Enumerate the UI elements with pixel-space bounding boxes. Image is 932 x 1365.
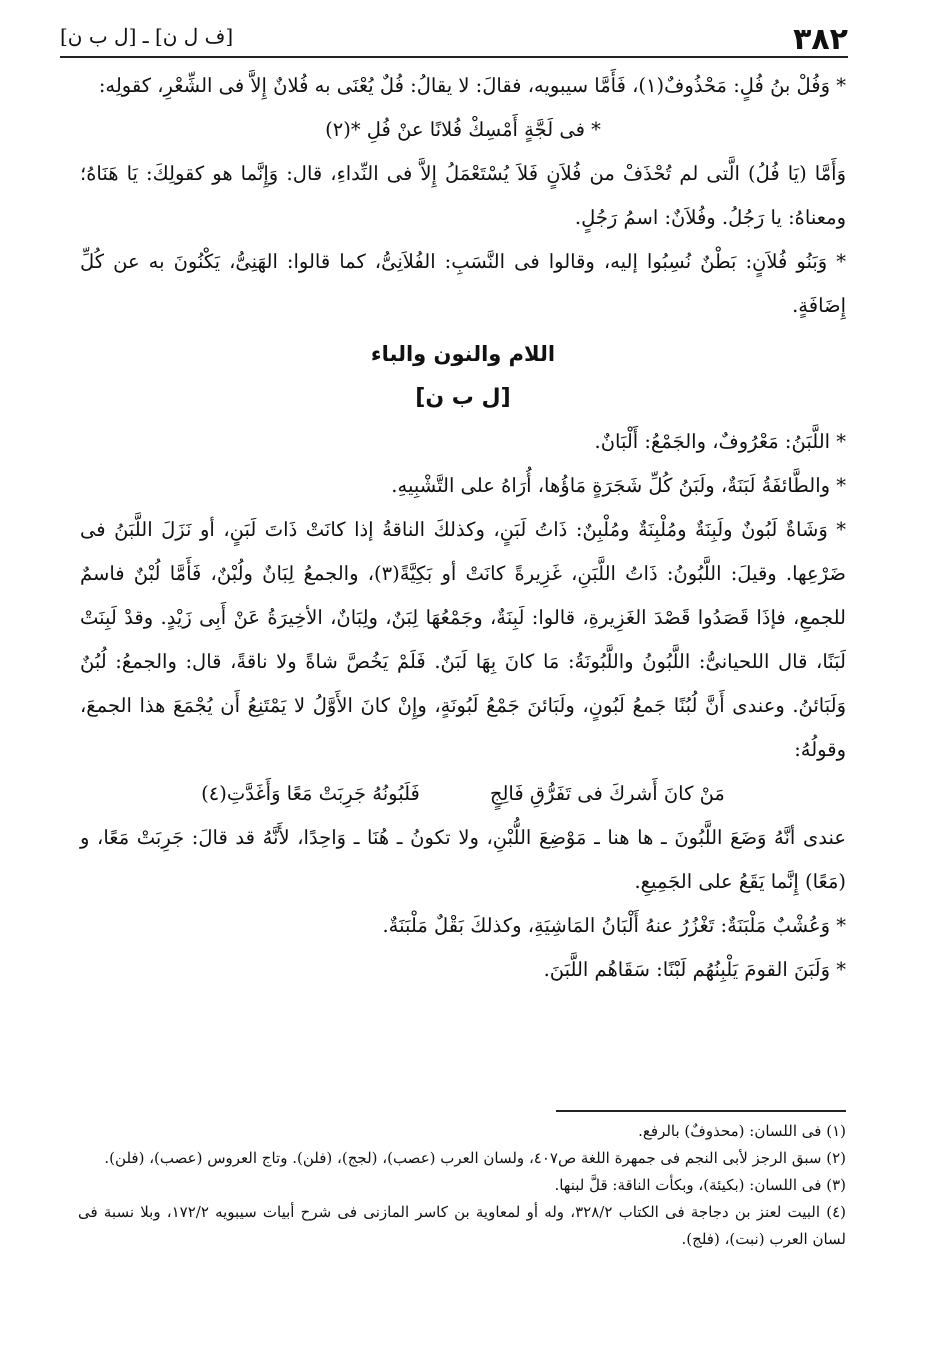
poetry-couplet — [80, 772, 846, 816]
paragraph: * اللَّبَنُ: مَعْرُوفٌ، والجَمْعُ: أَلْبَانٌ. — [594, 430, 846, 453]
verse-line: * فى لَجَّةٍ أَمْسِكْ فُلانًا عنْ فُلِ *(٢) — [325, 118, 601, 141]
footnotes — [78, 1118, 846, 1253]
paragraph: * وَبَنُو فُلاَنٍ: بَطْنٌ نُسِبُوا إليه، وقالوا فى النَّسَبِ: الفُلاَنِىُّ، كما قالوا: الهَنِىُّ، يَكْنُونَ به عن كُلِّ إِضَافَةٍ. — [80, 250, 846, 317]
footnote-1: (١) فى اللسان: (محذوفٌ) بالرفع. — [638, 1122, 846, 1140]
root-heading: [ل ب ن] — [415, 385, 511, 410]
paragraph: * وَفُلْ بنُ فُلٍ: مَحْذُوفٌ(١)، فَأَمَّا سيبويه، فقالَ: لا يقالُ: فُلٌ يُعْنَى به فُلانٌ إِلاَّ فى الشِّعْرِ، كقولِه: — [98, 74, 846, 97]
paragraph: عندى أنَّهُ وَضَعَ اللَّبُونَ ـ ها هنا ـ مَوْضِعَ اللُّبْنِ، ولا تكونُ ـ هُنَا ـ وَاحِدًا، لأَنَّهُ قد قالَ: جَرِبَتْ مَعًا، و (مَعًا) إِنَّما يَقَعُ على الجَمِيعِ. — [80, 826, 846, 893]
footnote-2: (٢) سبق الرجز لأبى النجم فى جمهرة اللغة ص٤٠٧، ولسان العرب (عصب)، (لجج)، (فلن). وتاج العروس (عصب)، (فلن). — [104, 1149, 846, 1167]
section-title: اللام والنون والباء — [370, 342, 556, 366]
footnote-divider — [556, 1110, 846, 1112]
footnote-3: (٣) فى اللسان: (بكيئة)، وبكأت الناقة: قلَّ لبنها. — [554, 1176, 846, 1194]
page-header — [60, 18, 848, 58]
page-number: ٣٨٢ — [793, 22, 848, 57]
footnote-4: (٤) البيت لعنز بن دجاجة فى الكتاب ٣٢٨/٢، وله أو لمعاوية بن كاسر المازنى فى شرح أبيات سيبويه ١٧٢/٢، وبلا نسبة فى لسان العرب (نبت)، (فلج). — [78, 1203, 847, 1248]
running-head: [ف ل ن] ـ [ل ب ن] — [60, 24, 234, 48]
paragraph: * وَعُشْبٌ مَلْبَنَةٌ: تَغْزُرُ عنهُ أَلْبَانُ المَاشِيَةِ، وكذلكَ بَقْلٌ مَلْبَنَةٌ. — [382, 914, 846, 937]
paragraph: * وَلَبَنَ القومَ يَلْبِنُهُم لَبْنًا: سَقَاهُم اللَّبَنَ. — [543, 958, 846, 981]
paragraph: * والطَّائفَةُ لَبَنَةٌ، ولَبَنُ كُلِّ شَجَرَةٍ مَاؤُها، أُرَاهُ على التَّشْبِيهِ. — [391, 474, 846, 497]
paragraph: وَأَمَّا (يَا فُلُ) الَّتى لم تُحْذَفْ من فُلاَنٍ فَلاَ يُسْتَعْمَلُ إِلاَّ فى النِّداءِ، قال: وَإِنَّما هو كقولِكَ: يَا هَنَاهُ؛ ومعناهُ: يا رَجُلُ. وفُلاَنٌ: اسمُ رَجُلٍ. — [80, 162, 846, 229]
paragraph: * وَشَاةٌ لَبُونٌ ولَبِنَةٌ ومُلْبِنَةٌ ومُلْبِنٌ: ذَاتُ لَبَنٍ، وكذلكَ الناقةُ إذا كانَتْ ذَاتَ لَبَنٍ، أو نَزَلَ اللَّبَنُ فى ضَرْعِها. وقيلَ: اللَّبُونُ: ذَاتُ اللَّبَنِ، غَزِيرةً كانَتْ أو بَكِيَّةً(٣)، والجمعُ لِبَانٌ ولُبْنٌ، فَأَمَّا لُبْنٌ فاسمٌ للجمعِ، فإذَا قَصَدُوا قَصْدَ الغَزِيرةِ، قالوا: لَبِنَةٌ، وجَمْعُهَا لِبَنٌ، ولِبَانٌ، الأخِيرَةُ عَنْ أَبِى زَيْدٍ. وقدْ لَبِنَتْ لَبَنًا، قال اللحيانىُّ: اللَّبُونُ واللَّبُونَةُ: مَا كانَ بِهَا لَبَنٌ. فَلَمْ يَخُصَّ شاةً ولا ناقةً، قال: والجمعُ: لُبُنٌ وَلَبَائنُ. وعندى أَنَّ لُبُنًا جَمعُ لَبُونٍ، ولَبَائنَ جَمْعُ لَبُونَةٍ، وإِنْ كانَ الأَوَّلُ لا يَمْتَنِعُ أَن يُجْمَعَ هذا الجمعَ، وقولُهُ: — [80, 518, 846, 761]
couplet-first-hemistich: مَنْ كانَ أَشركَ فى تَفَرُّقِ فَالِجٍ — [489, 782, 725, 805]
couplet-second-hemistich: فَلَبُونُهُ جَرِبَتْ مَعًا وَأَغَدَّتِ(٤) — [201, 782, 420, 805]
main-text — [80, 64, 846, 992]
